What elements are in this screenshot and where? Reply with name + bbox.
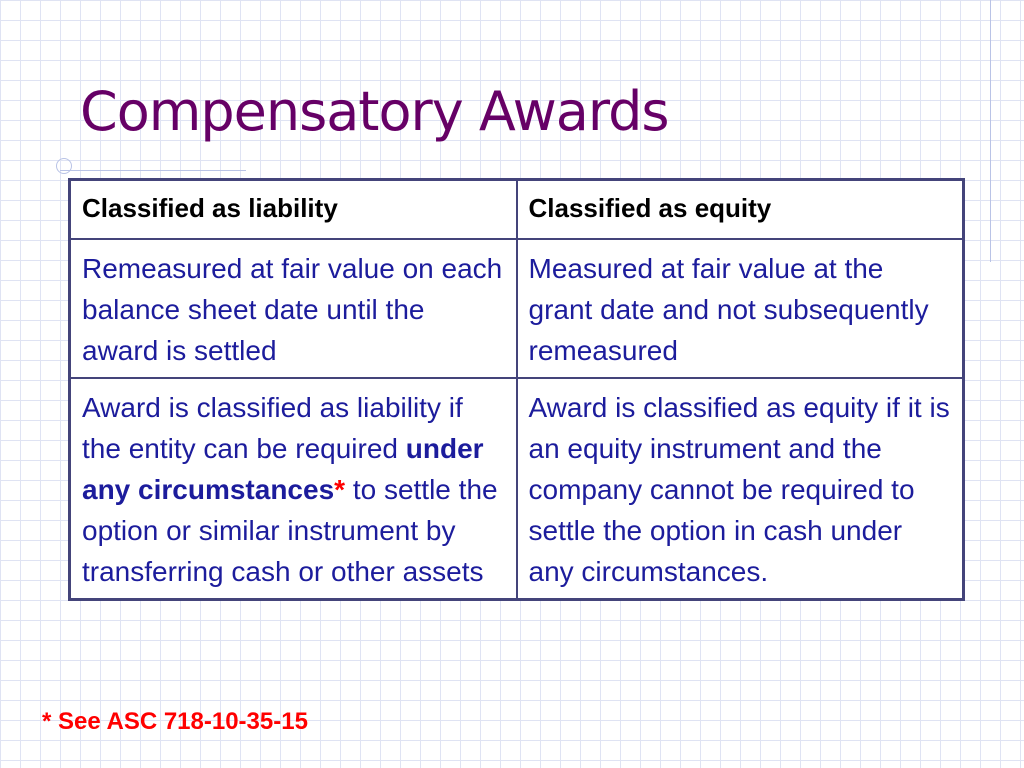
decorative-circle-icon bbox=[56, 158, 72, 174]
cell-liability-measurement: Remeasured at fair value on each balance sheet date until the award is settled bbox=[70, 239, 517, 378]
liability-emphasis: under any circumstances bbox=[82, 433, 484, 505]
decorative-vertical-line bbox=[990, 0, 991, 262]
footnote: * See ASC 718-10-35-15 bbox=[42, 708, 308, 735]
cell-liability-classification bbox=[70, 378, 517, 600]
header-liability: Classified as liability bbox=[70, 180, 517, 240]
liability-text-end: to settle the option or similar instrument by transferring cash or other assets bbox=[82, 474, 498, 587]
cell-equity-classification: Award is classified as equity if it is an equity instrument and the company cannot be required to settle the option in cash under any circumstances. bbox=[517, 378, 964, 600]
header-equity: Classified as equity bbox=[517, 180, 964, 240]
table-header-row bbox=[70, 180, 964, 240]
cell-equity-measurement: Measured at fair value at the grant date and not subsequently remeasured bbox=[517, 239, 964, 378]
slide-title: Compensatory Awards bbox=[80, 80, 669, 143]
liability-text-start: Award is classified as liability if the entity can be required bbox=[82, 392, 463, 464]
classification-table bbox=[68, 178, 965, 601]
decorative-horizontal-line bbox=[60, 170, 246, 171]
table-row-measurement bbox=[70, 239, 964, 378]
footnote-marker: * bbox=[334, 474, 346, 505]
table-row-classification bbox=[70, 378, 964, 600]
